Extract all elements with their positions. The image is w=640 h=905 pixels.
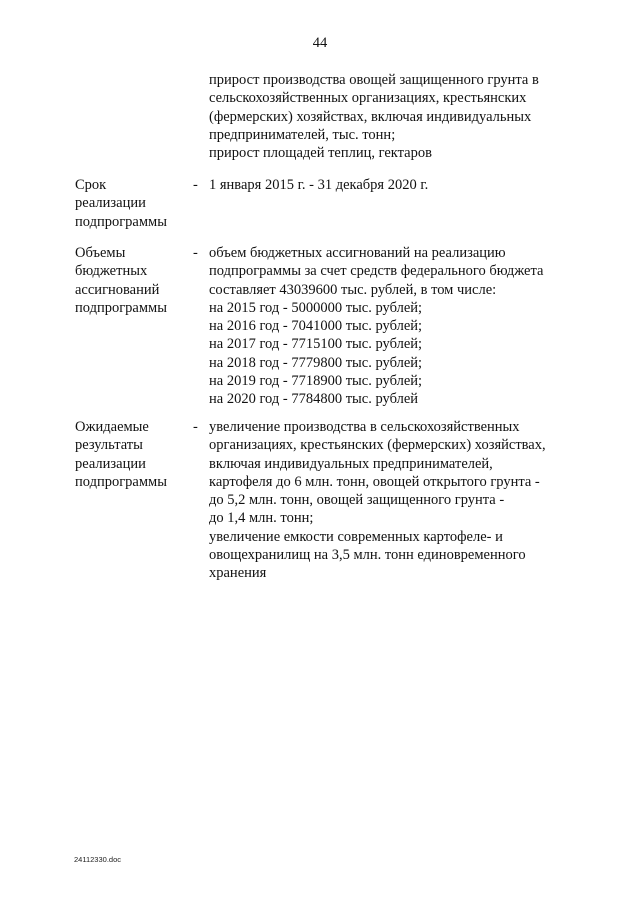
label-line: результаты (75, 437, 143, 454)
value-line: объем бюджетных ассигнований на реализацию (209, 245, 506, 261)
section-value (209, 418, 589, 583)
section-dash: - (193, 245, 198, 261)
value-line: увеличение производства в сельскохозяйственных (209, 419, 520, 435)
section-label (75, 244, 185, 317)
page-number: 44 (312, 35, 328, 51)
section-label (75, 418, 185, 491)
intro-line: (фермерских) хозяйствах, включая индивидуальных (209, 108, 532, 125)
value-line: на 2020 год - 7784800 тыс. рублей (209, 391, 419, 408)
value-line: составляет 43039600 тыс. рублей, в том числе: (209, 281, 497, 298)
value-line: на 2017 год - 7715100 тыс. рублей; (209, 336, 423, 353)
value-line: картофеля до 6 млн. тонн, овощей открытого грунта - (209, 473, 540, 490)
value-line: на 2016 год - 7041000 тыс. рублей; (209, 318, 423, 335)
label-line: Срок (75, 177, 107, 193)
section-value (209, 244, 589, 409)
section-value (209, 176, 589, 194)
label-line: бюджетных (75, 263, 148, 280)
value-line: на 2015 год - 5000000 тыс. рублей; (209, 299, 423, 316)
section-dash: - (193, 419, 198, 435)
value-line: до 5,2 млн. тонн, овощей защищенного грунта - (209, 492, 505, 509)
label-line: Ожидаемые (75, 419, 149, 435)
value-line: на 2018 год - 7779800 тыс. рублей; (209, 354, 423, 371)
label-line: ассигнований (75, 281, 160, 298)
section-dash: - (193, 177, 198, 193)
label-line: подпрограммы (75, 213, 167, 230)
value-line: увеличение емкости современных картофеле- и (209, 528, 503, 545)
value-line: на 2019 год - 7718900 тыс. рублей; (209, 373, 423, 390)
intro-line: сельскохозяйственных организациях, крестьянских (209, 90, 527, 107)
label-line: реализации (75, 455, 146, 472)
intro-line: прирост производства овощей защищенного грунта в (209, 72, 539, 88)
value-line: подпрограммы за счет средств федерального бюджета (209, 263, 544, 280)
label-line: реализации (75, 195, 146, 212)
value-line: хранения (209, 565, 267, 582)
label-line: подпрограммы (75, 299, 167, 316)
label-line: Объемы (75, 245, 126, 261)
intro-paragraph (209, 71, 589, 162)
intro-line: прирост площадей теплиц, гектаров (209, 145, 432, 162)
intro-line: предпринимателей, тыс. тонн; (209, 126, 396, 143)
label-line: подпрограммы (75, 473, 167, 490)
value-line: до 1,4 млн. тонн; (209, 510, 314, 527)
value-line: овощехранилищ на 3,5 млн. тонн единовременного (209, 547, 526, 564)
document-filename: 24112330.doc (74, 855, 121, 864)
section-label (75, 176, 185, 231)
value-line: организациях, крестьянских (фермерских) хозяйствах, (209, 437, 546, 454)
value-line: 1 января 2015 г. - 31 декабря 2020 г. (209, 177, 429, 193)
value-line: включая индивидуальных предпринимателей, (209, 455, 493, 472)
